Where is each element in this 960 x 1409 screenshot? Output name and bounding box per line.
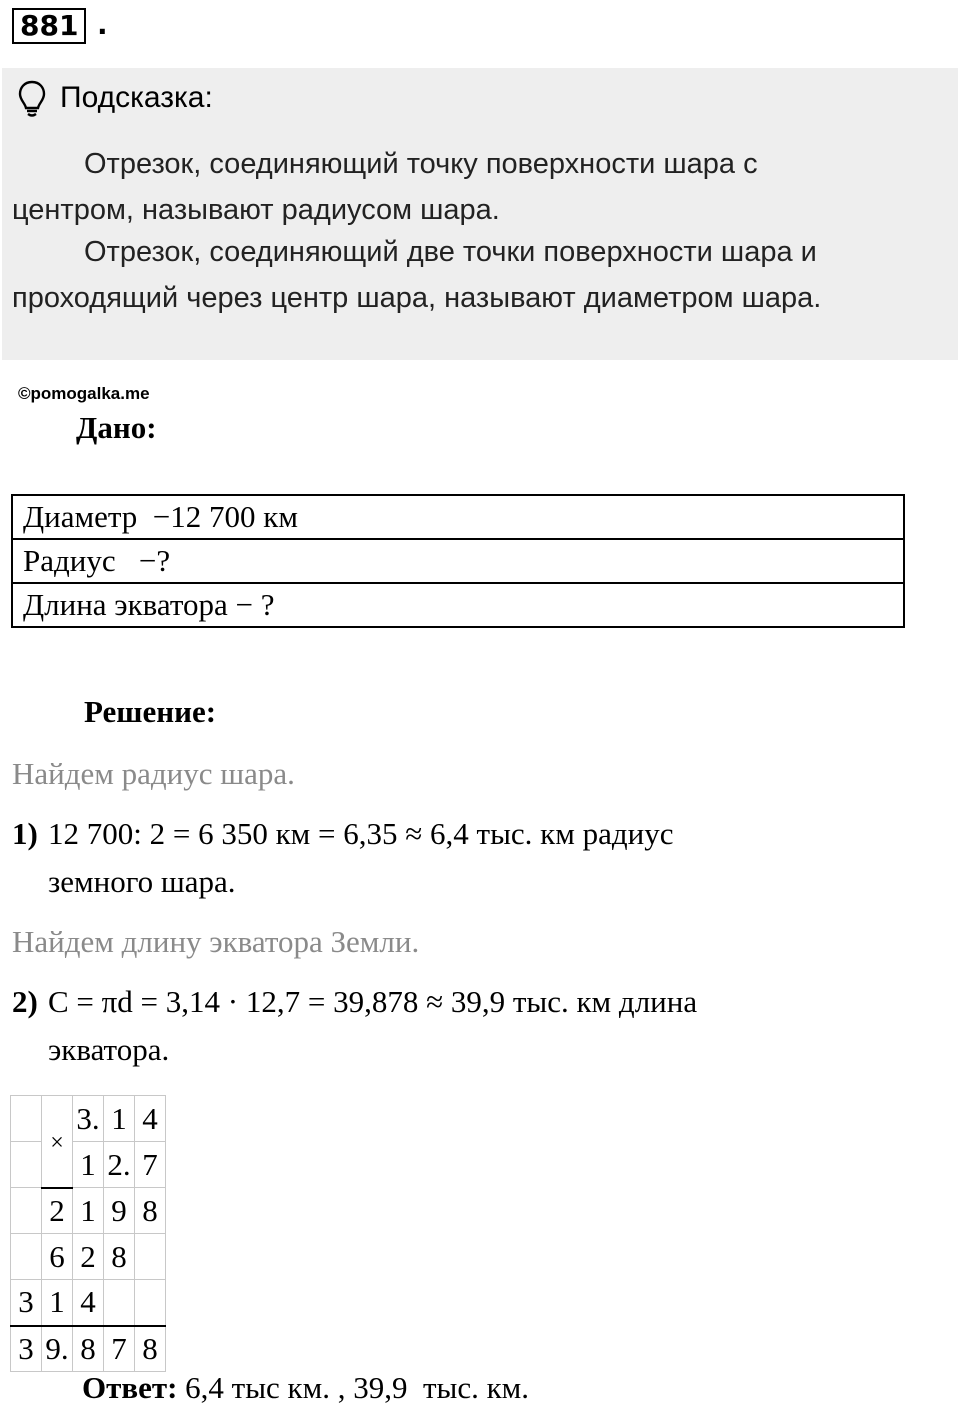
hint-text-line: проходящий через центр шара, называют диаметром шара. [12, 282, 822, 314]
grid-cell [135, 1280, 166, 1326]
step-formula-continued: экватора. [48, 1032, 170, 1067]
grid-cell [104, 1280, 135, 1326]
solution-heading: Решение: [84, 694, 217, 729]
grid-cell: 4 [135, 1096, 166, 1142]
grid-cell: 8 [73, 1326, 104, 1372]
step-formula: C = πd = 3,14 · 12,7 = 39,878 ≈ 39,9 тыс. км длина [48, 984, 698, 1019]
task-number: 881 [12, 8, 86, 44]
step-number: 2) [12, 984, 38, 1019]
grid-row [11, 1234, 166, 1280]
hint-text-line: центром, называют радиусом шара. [12, 194, 500, 226]
hint-title: Подсказка: [60, 81, 213, 114]
given-table [11, 494, 905, 628]
grid-cell [135, 1234, 166, 1280]
grid-cell: 1 [73, 1142, 104, 1188]
grid-cell: 3. [73, 1096, 104, 1142]
grid-cell: 1 [73, 1188, 104, 1234]
grid-cell: 8 [104, 1234, 135, 1280]
grid-cell: 9 [104, 1188, 135, 1234]
grid-row [11, 1188, 166, 1234]
grid-row [11, 1280, 166, 1326]
lightbulb-icon [18, 80, 46, 118]
grid-cell: 8 [135, 1326, 166, 1372]
task-number-dot: . [97, 8, 108, 41]
hint-text-line: Отрезок, соединяющий точку поверхности шара с [84, 148, 758, 180]
step-note: Найдем длину экватора Земли. [12, 924, 420, 959]
grid-cell: 3 [11, 1326, 42, 1372]
step-number: 1) [12, 816, 38, 851]
grid-cell: 4 [73, 1280, 104, 1326]
grid-cell: 9. [42, 1326, 73, 1372]
given-cell: Радиус −? [12, 539, 904, 583]
grid-cell: 7 [104, 1326, 135, 1372]
grid-cell: 2 [42, 1188, 73, 1234]
grid-cell: 8 [135, 1188, 166, 1234]
grid-cell: 2. [104, 1142, 135, 1188]
step-note: Найдем радиус шара. [12, 756, 295, 791]
grid-cell: 1 [104, 1096, 135, 1142]
grid-row-total [11, 1326, 166, 1372]
table-row [12, 583, 904, 627]
step-formula-continued: земного шара. [48, 864, 236, 899]
hint-text-line: Отрезок, соединяющий две точки поверхности шара и [84, 236, 817, 268]
grid-cell: 7 [135, 1142, 166, 1188]
answer-label: Ответ: [82, 1370, 178, 1405]
given-cell: Диаметр −12 700 км [12, 495, 904, 539]
multiplication-grid [10, 1095, 166, 1372]
answer-line [82, 1368, 529, 1408]
grid-cell [11, 1096, 42, 1142]
given-heading: Дано: [76, 410, 157, 445]
step-formula: 12 700: 2 = 6 350 км = 6,35 ≈ 6,4 тыс. км радиус [48, 816, 674, 851]
grid-cell: 1 [42, 1280, 73, 1326]
multiply-sign-cell [42, 1096, 73, 1188]
multiply-sign-icon: × [50, 1129, 64, 1156]
grid-cell: 6 [42, 1234, 73, 1280]
answer-text: 6,4 тыс км. , 39,9 тыс. км. [177, 1370, 530, 1405]
table-row [12, 495, 904, 539]
grid-cell: 2 [73, 1234, 104, 1280]
table-row [12, 539, 904, 583]
grid-cell: 3 [11, 1280, 42, 1326]
grid-row [11, 1096, 166, 1142]
grid-cell [11, 1234, 42, 1280]
grid-row [11, 1142, 166, 1188]
given-cell: Длина экватора − ? [12, 583, 904, 627]
grid-cell [11, 1188, 42, 1234]
copyright-label: ©pomogalka.me [18, 384, 150, 403]
grid-cell [11, 1142, 42, 1188]
